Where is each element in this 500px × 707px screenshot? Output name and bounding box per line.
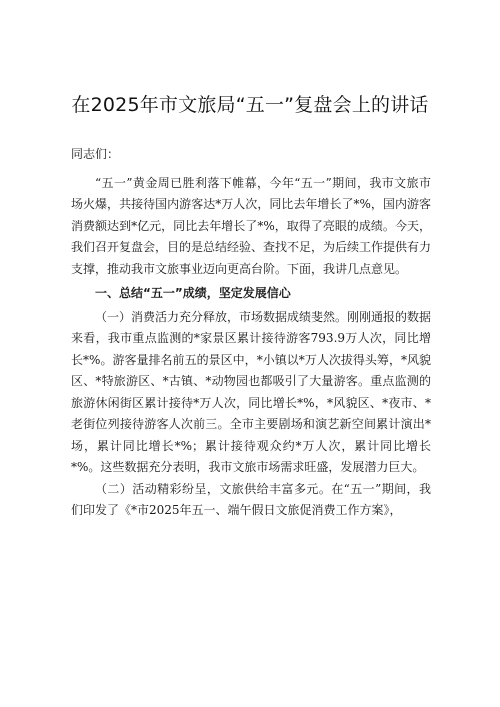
document-body — [71, 144, 431, 522]
intro-paragraph: “五一”黄金周已胜利落下帷幕，今年“五一”期间，我市文旅市场火爆，共接待国内游客达*万人次，同比去年增长了*%，国内游客消费额达到*亿元，同比去年增长了*%，取得了亮眼的成绩。今天，我们召开复盘会，目的是总结经验、查找不足，为后续工作提供有力支撑，推动我市文旅事业迈向更高台阶。下面，我讲几点意见。 — [71, 175, 432, 276]
greeting: 同志们： — [71, 147, 120, 161]
paragraph: （一）消费活力充分释放，市场数据成绩斐然。刚刚通报的数据来看，我市重点监测的*家景区累计接待游客793.9万人次，同比增长*%。游客量排名前五的景区中，*小镇以*万人次拔得头筹，*风貌区、*特旅游区、*古镇、*动物园也都吸引了大量游客。重点监测的旅游休闲街区累计接待*万人次，同比增长*%，*风貌区、*夜市、*老街位列接待游客人次前三。全市主要剧场和演艺新空间累计演出*场，累计同比增长*%；累计接待观众约*万人次，累计同比增长*%。这些数据充分表明，我市文旅市场需求旺盛，发展潜力巨大。 — [71, 309, 432, 474]
section-heading: 一、总结“五一”成绩，坚定发展信心 — [95, 286, 291, 300]
paragraph: （二）活动精彩纷呈，文旅供给丰富多元。在“五一”期间，我们印发了《*市2025年五一、端午假日文旅促消费工作方案》， — [71, 481, 431, 517]
document-title: 在2025年市文旅局“五一”复盘会上的讲话 — [71, 94, 429, 116]
